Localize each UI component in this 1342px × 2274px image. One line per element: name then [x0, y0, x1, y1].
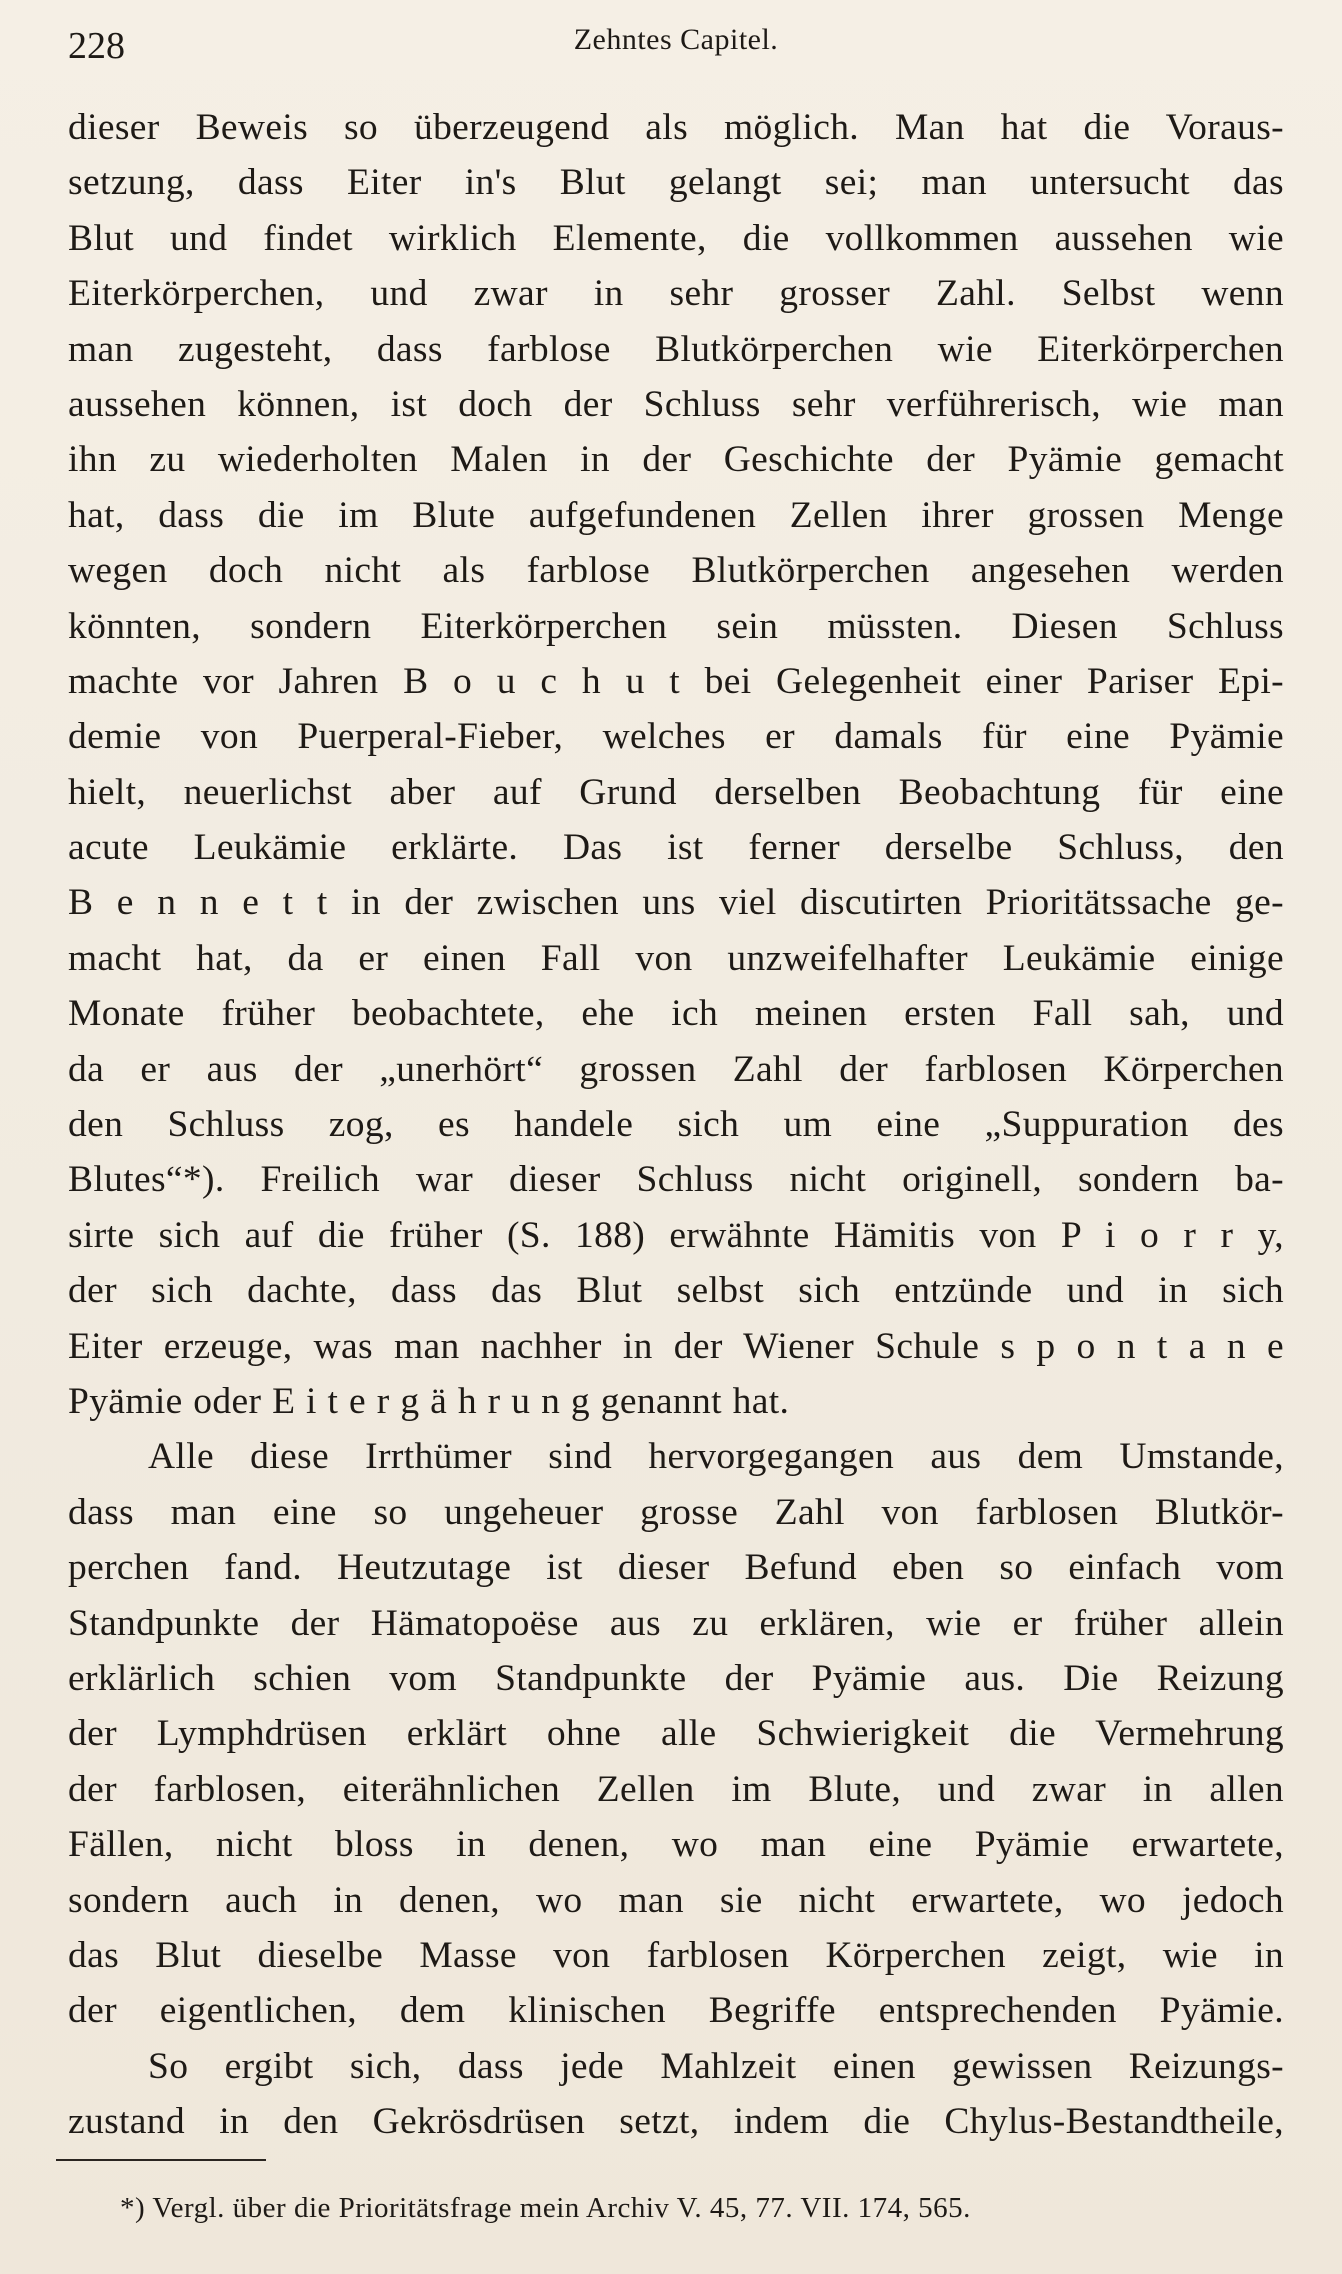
text-line: wegen doch nicht als farblose Blutkörperchen angesehen werden — [68, 550, 1284, 592]
text-line: machte vor Jahren B o u c h u t bei Gelegenheit einer Pariser Epi- — [68, 660, 1284, 702]
text-line: Blut und findet wirklich Elemente, die vollkommen aussehen wie — [68, 217, 1284, 259]
text-line: Monate früher beobachtete, ehe ich meinen ersten Fall sah, und — [68, 993, 1284, 1035]
running-head: Zehntes Capitel. — [573, 23, 779, 56]
text-line: hielt, neuerlichst aber auf Grund derselben Beobachtung für eine — [68, 771, 1284, 813]
text-line: Fällen, nicht bloss in denen, wo man eine Pyämie erwartete, — [68, 1824, 1284, 1866]
text-line: ihn zu wiederholten Malen in der Geschichte der Pyämie gemacht — [68, 439, 1284, 481]
text-line: perchen fand. Heutzutage ist dieser Befund eben so einfach vom — [68, 1547, 1284, 1589]
text-line: Eiterkörperchen, und zwar in sehr grosser Zahl. Selbst wenn — [68, 273, 1284, 315]
text-line: der sich dachte, dass das Blut selbst sich entzünde und in sich — [68, 1270, 1284, 1312]
text-line: das Blut dieselbe Masse von farblosen Körperchen zeigt, wie in — [68, 1934, 1284, 1976]
text-line: dass man eine so ungeheuer grosse Zahl von farblosen Blutkör- — [68, 1491, 1284, 1533]
text-line: macht hat, da er einen Fall von unzweifelhafter Leukämie einige — [68, 937, 1284, 979]
text-line: Eiter erzeuge, was man nachher in der Wiener Schule s p o n t a n e — [68, 1325, 1284, 1367]
text-line: aussehen können, ist doch der Schluss sehr verführerisch, wie man — [68, 383, 1284, 425]
text-line: da er aus der „unerhört“ grossen Zahl der farblosen Körperchen — [68, 1048, 1284, 1090]
text-line: sondern auch in denen, wo man sie nicht erwartete, wo jedoch — [68, 1879, 1284, 1921]
text-line: demie von Puerperal-Fieber, welches er damals für eine Pyämie — [68, 716, 1284, 758]
text-line: könnten, sondern Eiterkörperchen sein müssten. Diesen Schluss — [68, 605, 1284, 647]
footnote: *) Vergl. über die Prioritätsfrage mein Archiv V. 45, 77. VII. 174, 565. — [120, 2192, 971, 2224]
page-header — [68, 0, 1284, 70]
text-line: zustand in den Gekrösdrüsen setzt, indem die Chylus-Bestandtheile, — [68, 2101, 1284, 2143]
footnote-divider — [56, 2159, 266, 2161]
text-line: hat, dass die im Blute aufgefundenen Zellen ihrer grossen Menge — [68, 494, 1284, 536]
text-line: Standpunkte der Hämatopoëse aus zu erklären, wie er früher allein — [68, 1602, 1284, 1644]
text-line: B e n n e t t in der zwischen uns viel discutirten Prioritätssache ge- — [68, 882, 1284, 924]
text-line: der farblosen, eiterähnlichen Zellen im Blute, und zwar in allen — [68, 1768, 1284, 1810]
page-number: 228 — [68, 25, 125, 67]
text-line: setzung, dass Eiter in's Blut gelangt sei; man untersucht das — [68, 162, 1284, 204]
text-line: So ergibt sich, dass jede Mahlzeit einen gewissen Reizungs- — [148, 2045, 1284, 2087]
text-line: sirte sich auf die früher (S. 188) erwähnte Hämitis von P i o r r y, — [68, 1214, 1284, 1256]
text-line: der Lymphdrüsen erklärt ohne alle Schwierigkeit die Vermehrung — [68, 1713, 1284, 1755]
text-line: dieser Beweis so überzeugend als möglich. Man hat die Voraus- — [68, 107, 1284, 148]
body-text — [68, 100, 1284, 2149]
text-line: Pyämie oder E i t e r g ä h r u n g genannt hat. — [68, 1380, 790, 1422]
text-line: den Schluss zog, es handele sich um eine „Suppuration des — [68, 1104, 1284, 1146]
text-line: Alle diese Irrthümer sind hervorgegangen aus dem Umstande, — [148, 1436, 1284, 1478]
text-line: acute Leukämie erklärte. Das ist ferner derselbe Schluss, den — [68, 827, 1284, 869]
text-line: erklärlich schien vom Standpunkte der Pyämie aus. Die Reizung — [68, 1657, 1284, 1699]
text-line: man zugesteht, dass farblose Blutkörperchen wie Eiterkörperchen — [68, 328, 1284, 370]
text-line: Blutes“*). Freilich war dieser Schluss nicht originell, sondern ba- — [68, 1159, 1284, 1201]
text-line: der eigentlichen, dem klinischen Begriffe entsprechenden Pyämie. — [68, 1990, 1284, 2032]
